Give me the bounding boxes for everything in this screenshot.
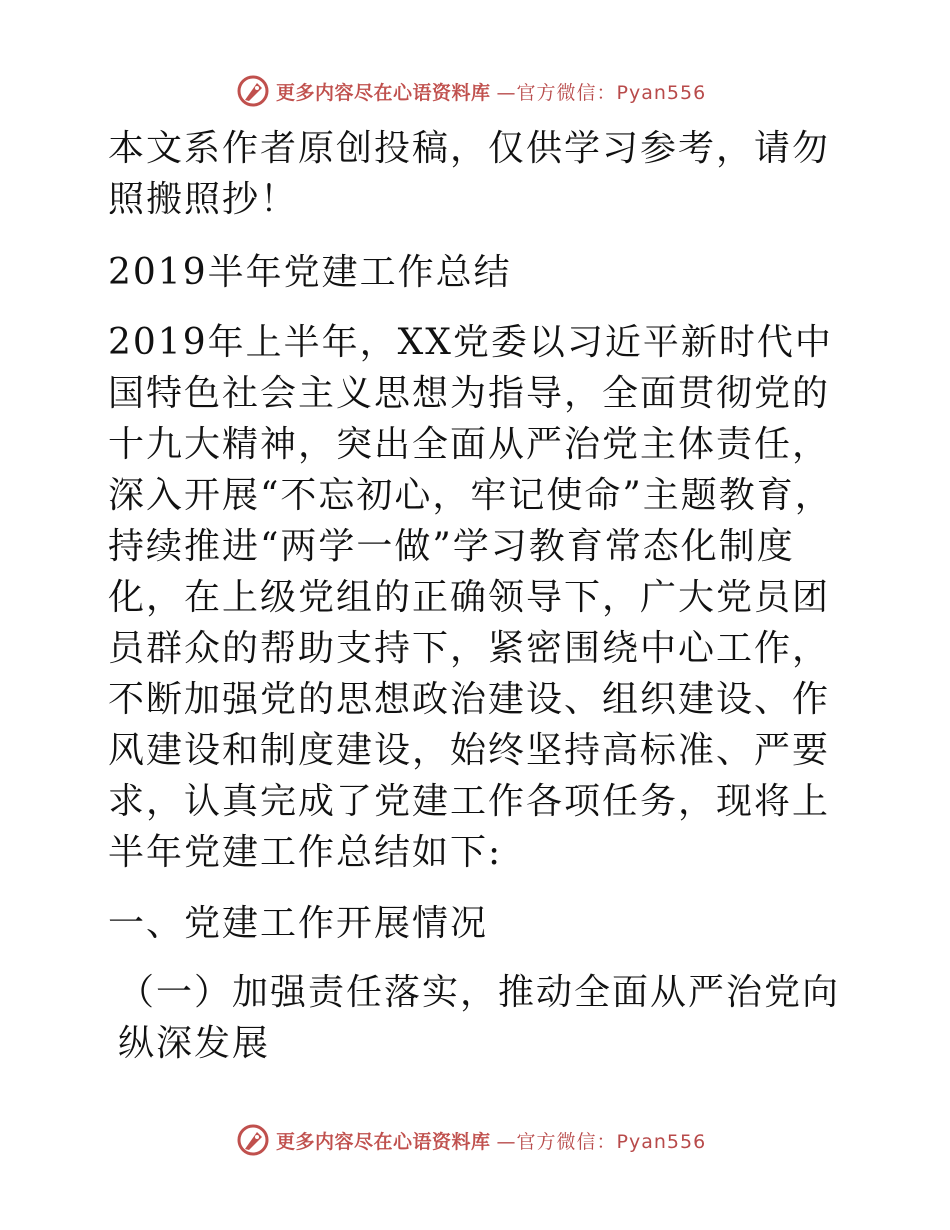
intro-paragraph: 2019年上半年，XX党委以习近平新时代中国特色社会主义思想为指导，全面贯彻党的十九大精神，突出全面从严治党主体责任，深入开展“不忘初心，牢记使命”主题教育，持续推进“两学一做”学习教育常态化制度化，在上级党组的正确领导下，广大党员团员群众的帮助支持下，紧密围绕中心工作，不断加强党的思想政治建设、组织建设、作风建设和制度建设，始终坚持高标准、严要求，认真完成了党建工作各项任务，现将上半年党建工作总结如下:	[108, 322, 833, 873]
watermark-main-text: 更多内容尽在心语资料库	[276, 1130, 491, 1153]
document-title: 2019半年党建工作总结	[108, 252, 512, 293]
copyright-notice: 本文系作者原创投稿，仅供学习参考，请勿照搬照抄！	[108, 128, 831, 220]
watermark-sub-text: —官方微信：Pyan556	[496, 1130, 707, 1153]
pen-nib-logo-icon	[236, 1123, 270, 1157]
watermark-sub-text: —官方微信：Pyan556	[496, 81, 707, 104]
watermark-main-text: 更多内容尽在心语资料库	[276, 81, 491, 104]
document-body	[96, 123, 866, 1069]
section-heading-1-1: （一）加强责任落实，推动全面从严治党向纵深发展	[118, 972, 841, 1064]
section-heading-1: 一、党建工作开展情况	[108, 903, 489, 944]
footer-watermark	[236, 1120, 706, 1160]
header-watermark	[236, 71, 706, 111]
pen-nib-logo-icon	[236, 74, 270, 108]
